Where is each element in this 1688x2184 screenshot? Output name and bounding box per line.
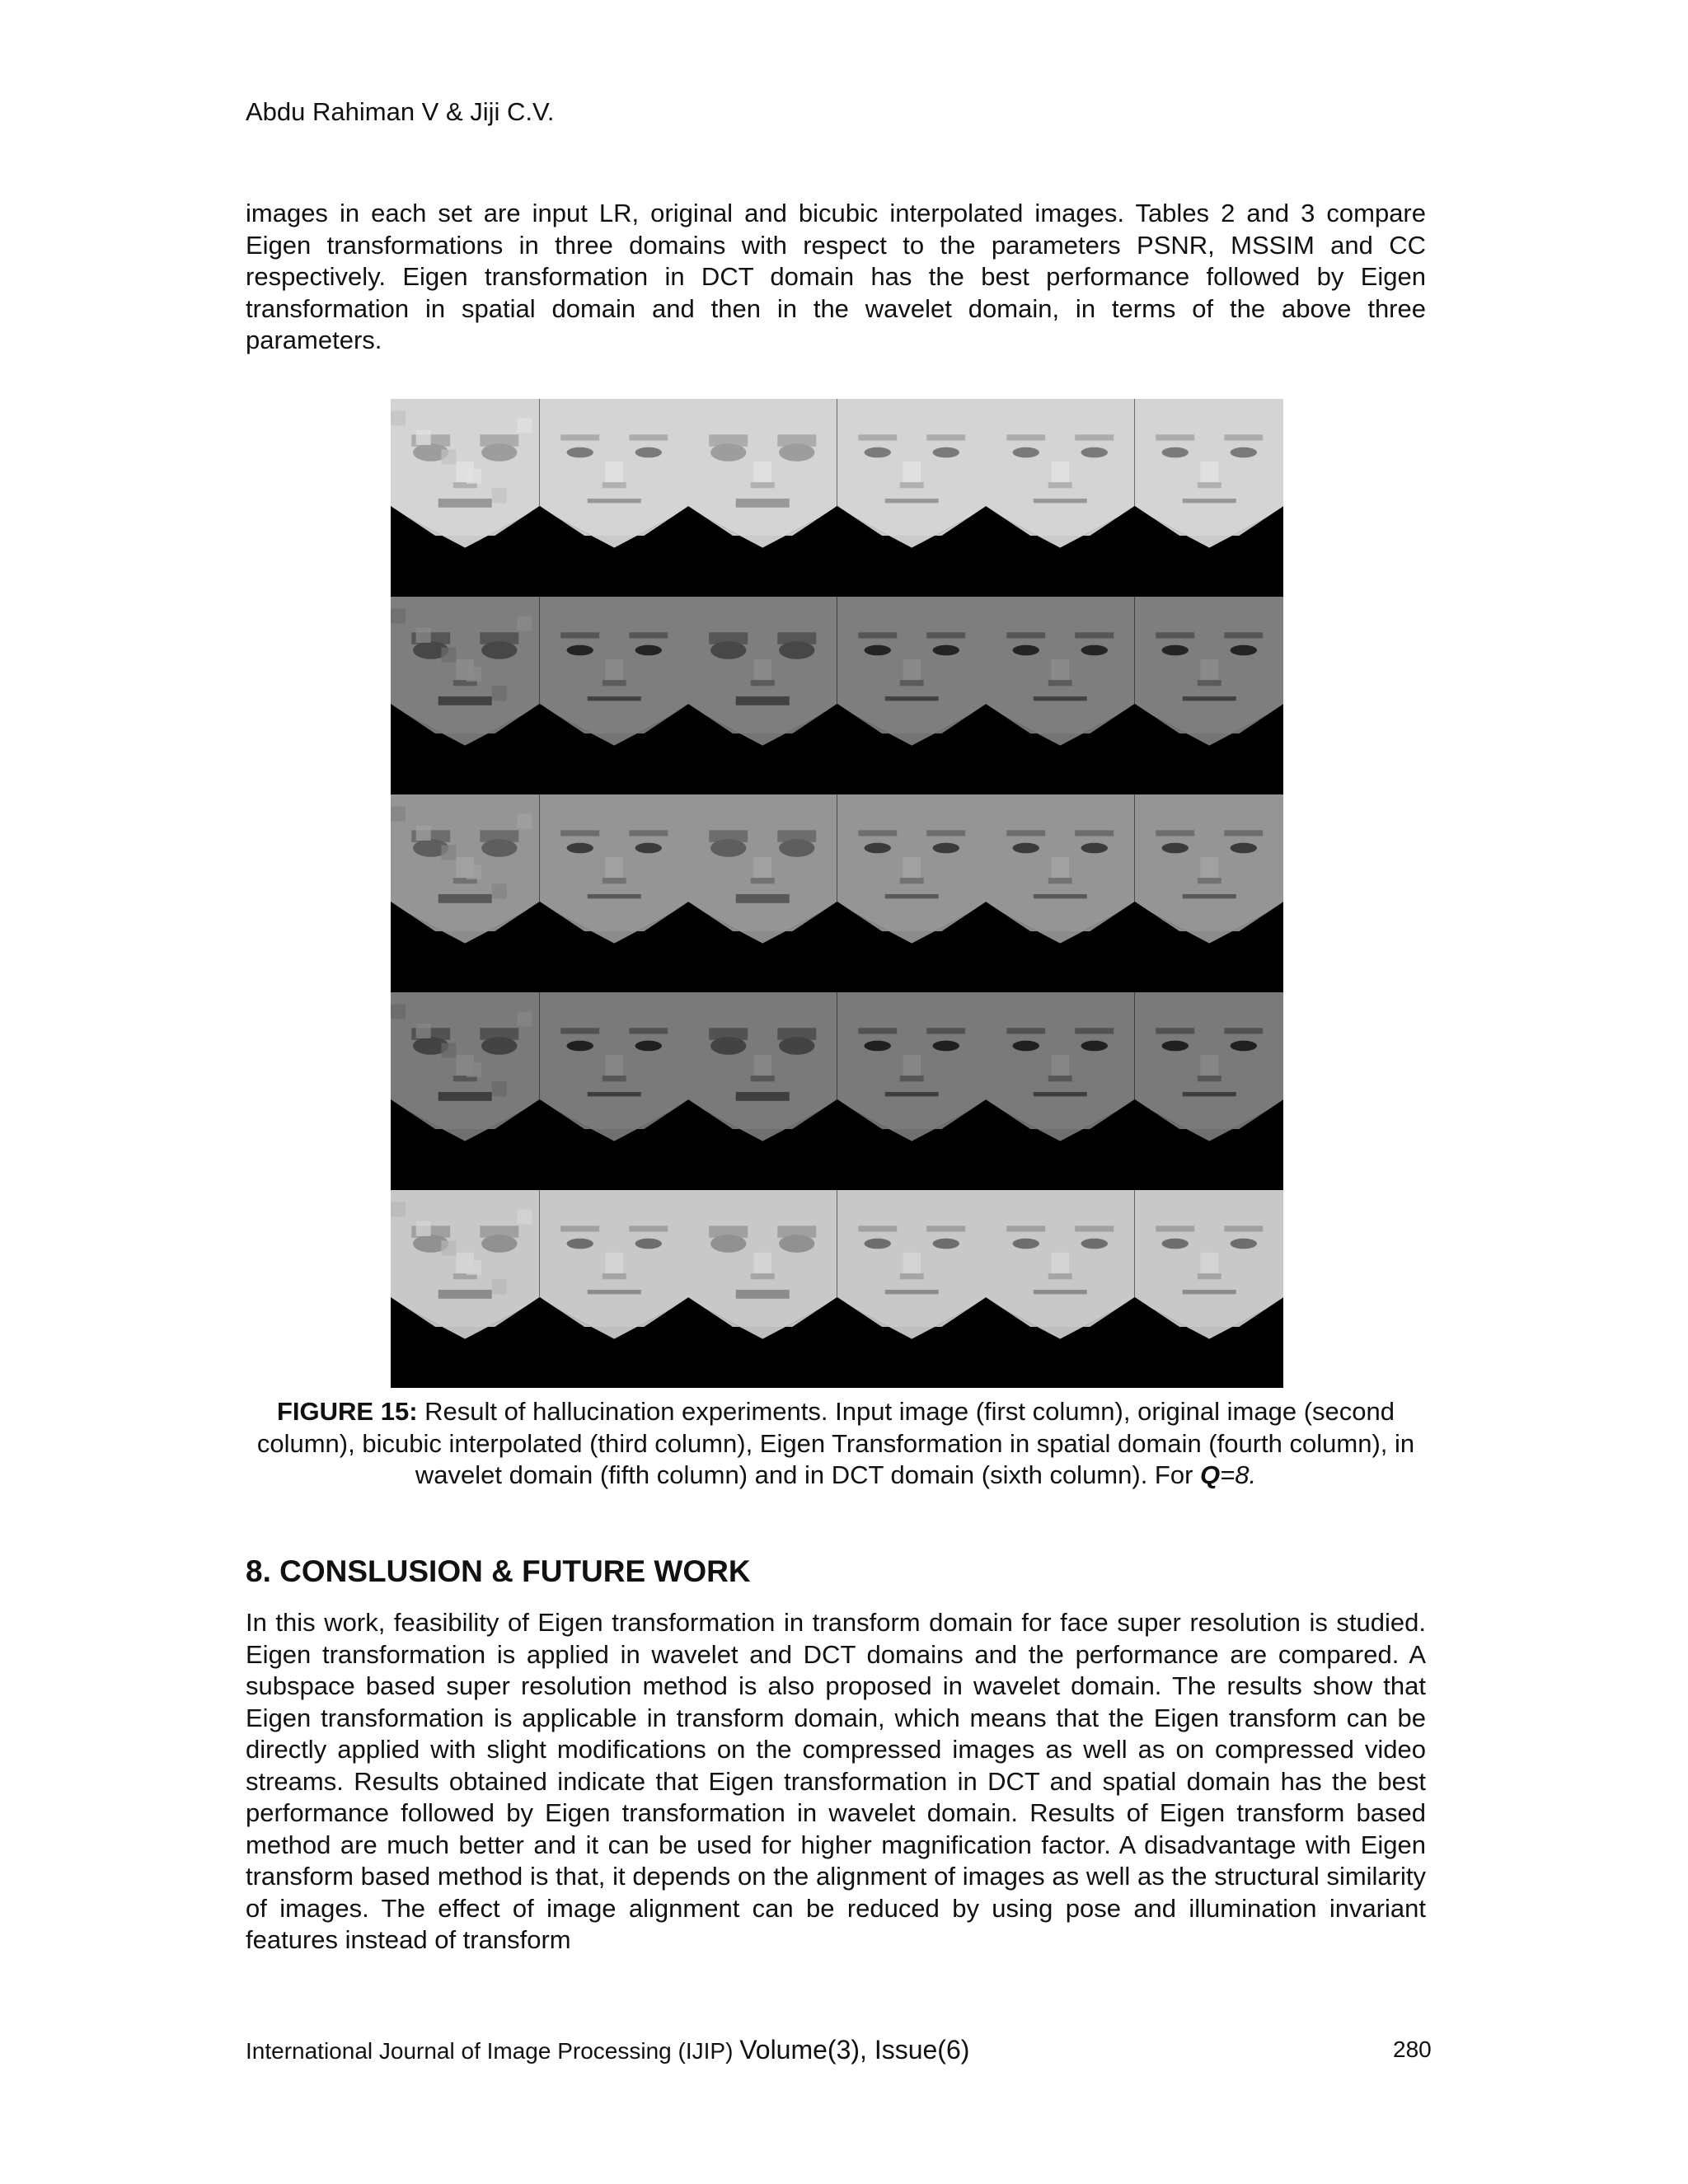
face-image-original <box>540 399 689 597</box>
page-number: 280 <box>1393 2036 1432 2062</box>
face-image-bicubic <box>688 992 837 1190</box>
face-image-original <box>540 1190 689 1388</box>
face-image-input-lr <box>391 794 540 992</box>
face-image-input-lr <box>391 399 540 597</box>
face-image-original <box>540 597 689 794</box>
face-image-eigen-spatial <box>837 399 987 597</box>
face-image-original <box>540 992 689 1190</box>
face-image-eigen-wavelet <box>986 597 1135 794</box>
caption-label: FIGURE 15: <box>277 1397 418 1426</box>
face-image-bicubic <box>688 399 837 597</box>
page-footer <box>246 2035 969 2065</box>
face-image-eigen-dct <box>1135 1190 1284 1388</box>
face-image-eigen-wavelet <box>986 794 1135 992</box>
face-image-bicubic <box>688 794 837 992</box>
face-image-eigen-spatial <box>837 1190 987 1388</box>
face-image-eigen-wavelet <box>986 992 1135 1190</box>
section-heading: 8. CONSLUSION & FUTURE WORK <box>246 1554 751 1588</box>
face-image-input-lr <box>391 597 540 794</box>
face-image-eigen-spatial <box>837 794 987 992</box>
face-image-original <box>540 794 689 992</box>
face-image-eigen-dct <box>1135 794 1284 992</box>
caption-variable: Q <box>1200 1460 1221 1489</box>
face-image-bicubic <box>688 597 837 794</box>
intro-paragraph: images in each set are input LR, original and bicubic interpolated images. Tables 2 and 3 compare Eigen transformations in three domains with respect to the parameters PSNR, MSSIM and CC respectively. Eigen transformation in DCT domain has the best performance followed by Eigen transformation in spatial domain and then in the wavelet domain, in terms of the above three parameters. <box>246 199 1426 354</box>
figure-caption <box>246 1396 1426 1492</box>
face-image-eigen-spatial <box>837 597 987 794</box>
face-image-eigen-wavelet <box>986 1190 1135 1388</box>
face-image-eigen-spatial <box>837 992 987 1190</box>
face-image-eigen-dct <box>1135 992 1284 1190</box>
footer-volume: Volume(3), Issue(6) <box>739 2035 970 2064</box>
caption-end: =8. <box>1220 1460 1257 1489</box>
caption-text: Result of hallucination experiments. Input image (first column), original image (second column), bicubic interpolated (third column), Eigen Transformation in spatial domain (fourth column), in wavelet domain (fifth column) and in DCT domain (sixth column). For <box>256 1397 1415 1489</box>
face-image-eigen-dct <box>1135 399 1284 597</box>
face-image-bicubic <box>688 1190 837 1388</box>
face-image-eigen-wavelet <box>986 399 1135 597</box>
face-image-eigen-dct <box>1135 597 1284 794</box>
conclusion-paragraph: In this work, feasibility of Eigen transformation in transform domain for face super resolution is studied. Eigen transformation is applied in wavelet and DCT domains and the performance are compared. A subspace based super resolution method is also proposed in wavelet domain. The results show that Eigen transformation is applicable in transform domain, which means that the Eigen transform can be directly applied with slight modifications on the compressed images as well as on compressed video streams. Results obtained indicate that Eigen transformation in DCT and spatial domain has the best performance followed by Eigen transformation in wavelet domain. Results of Eigen transform based method are much better and it can be used for higher magnification factor. A disadvantage with Eigen transform based method is that, it depends on the alignment of images as well as the structural similarity of images. The effect of image alignment can be reduced by using pose and illumination invariant features instead of transform <box>246 1608 1426 1954</box>
face-image-input-lr <box>391 992 540 1190</box>
footer-journal: International Journal of Image Processing (IJIP) <box>246 2038 740 2064</box>
face-image-input-lr <box>391 1190 540 1388</box>
running-header: Abdu Rahiman V & Jiji C.V. <box>246 97 555 126</box>
figure-15-face-grid <box>391 399 1283 1388</box>
